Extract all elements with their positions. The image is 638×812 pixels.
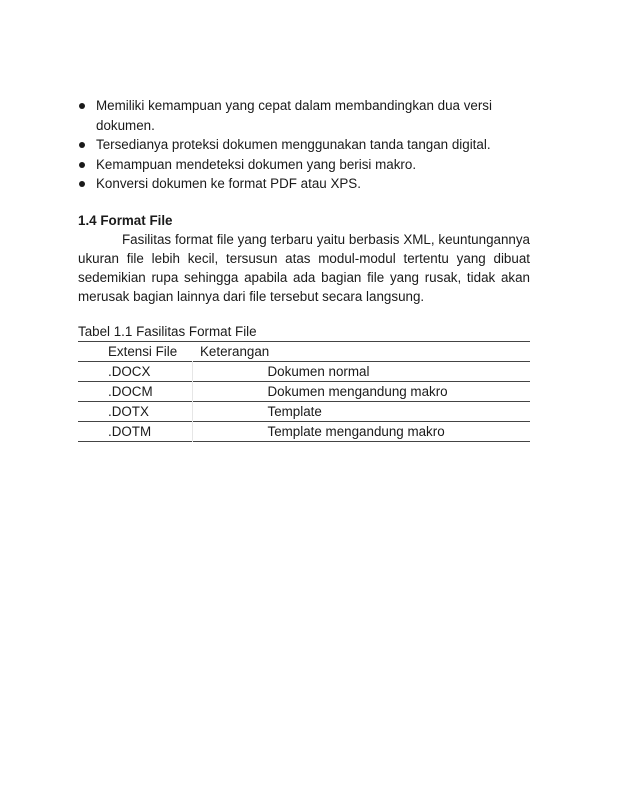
- table-cell-extension: .DOCX: [78, 362, 192, 382]
- bullet-icon: [79, 181, 85, 187]
- list-item: [78, 174, 530, 194]
- column-header-description: Keterangan: [200, 344, 270, 360]
- table-row: [78, 362, 530, 382]
- table-header-row: [78, 342, 530, 362]
- table-row: [78, 382, 530, 402]
- list-item-text: Konversi dokumen ke format PDF atau XPS.: [96, 176, 361, 191]
- section-heading: 1.4 Format File: [78, 212, 173, 228]
- table-row: [78, 422, 530, 442]
- feature-list: [78, 96, 530, 194]
- table-caption: Tabel 1.1 Fasilitas Format File: [78, 324, 257, 340]
- table-cell-extension: .DOTX: [78, 402, 192, 422]
- list-item: [78, 135, 530, 155]
- table-cell-description: Dokumen mengandung makro: [267, 384, 448, 400]
- list-item: [78, 155, 530, 175]
- table-cell-extension: .DOTM: [78, 422, 192, 442]
- list-item-text: Kemampuan mendeteksi dokumen yang berisi makro.: [96, 156, 417, 172]
- list-item: [78, 96, 530, 135]
- list-item-text: Memiliki kemampuan yang cepat dalam membandingkan dua versi dokumen.: [96, 98, 492, 133]
- list-item-text: Tersedianya proteksi dokumen menggunakan tanda tangan digital.: [96, 137, 491, 152]
- section-paragraph: Fasilitas format file yang terbaru yaitu berbasis XML, keuntungannya ukuran file lebih kecil, tersusun atas modul-modul tertentu yang dibuat sedemikian rupa sehingga apabila ada bagian file yang rusak, tidak akan merusak bagian lainnya dari file tersebut secara langsung.: [78, 231, 530, 305]
- table-cell-extension: .DOCM: [78, 382, 192, 402]
- table-cell-description: Template: [267, 404, 322, 420]
- bullet-icon: [79, 142, 85, 148]
- file-format-table: [78, 341, 530, 442]
- column-header-extension: Extensi File: [108, 344, 178, 360]
- table-cell-description: Dokumen normal: [267, 364, 370, 380]
- bullet-icon: [79, 103, 85, 109]
- bullet-icon: [79, 162, 85, 168]
- document-page: [78, 96, 530, 442]
- table-row: [78, 402, 530, 422]
- table-cell-description: Template mengandung makro: [267, 424, 445, 440]
